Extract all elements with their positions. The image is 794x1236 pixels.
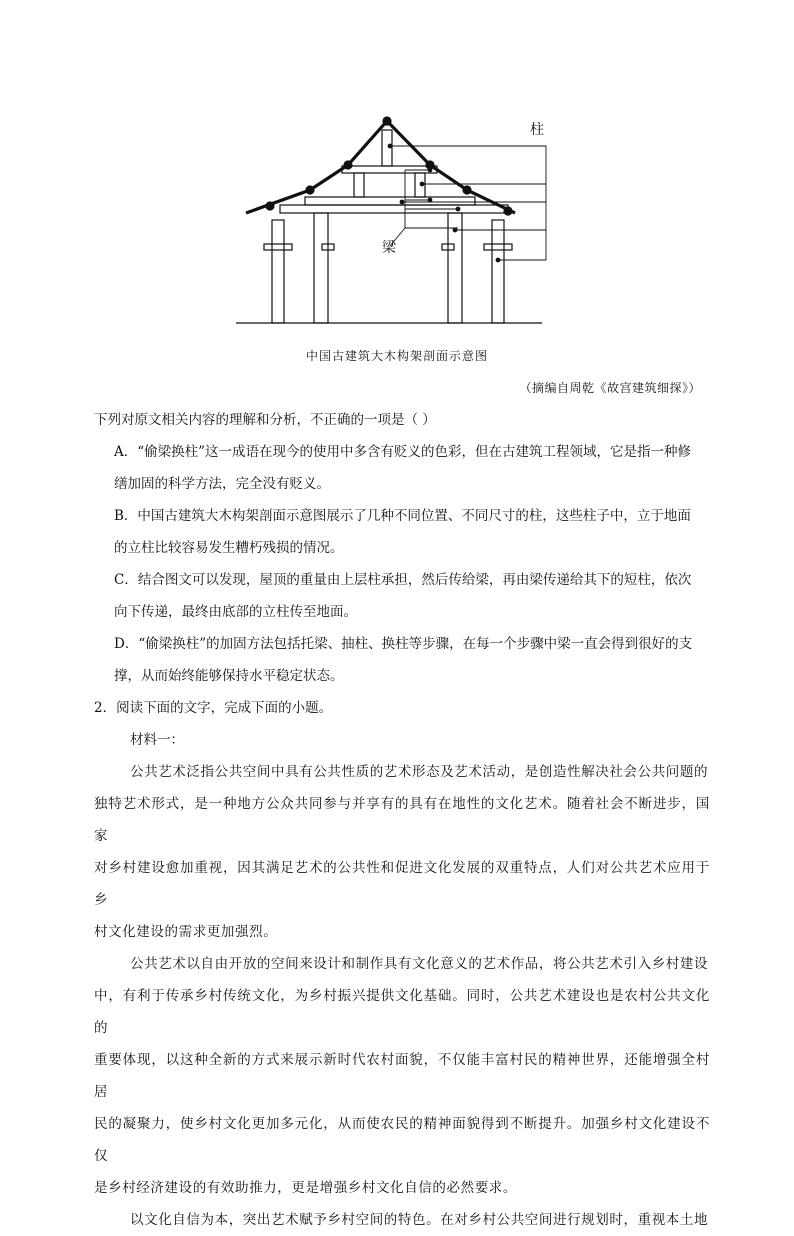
leader-dot [496, 258, 500, 262]
option-d [94, 628, 710, 692]
paragraph-line: 是乡村经济建设的有效助推力，更是增强乡村文化自信的必然要求。 [94, 1180, 517, 1196]
paragraph-line: 公共艺术泛指公共空间中具有公共性质的艺术形态及艺术活动，是创造性解决社会公共问题的 [130, 764, 709, 780]
lower-beam [280, 205, 508, 213]
paragraph [94, 1204, 710, 1236]
option-a [94, 436, 710, 500]
roof-joint [306, 186, 314, 194]
paragraph-line: 公共艺术以自由开放的空间来设计和制作具有文化意义的艺术作品，将公共艺术引入乡村建设 [130, 956, 709, 972]
roof-joint [383, 117, 391, 125]
leader-dot [453, 228, 457, 232]
label-beam: 梁 [382, 240, 396, 256]
timber-frame-diagram [230, 108, 560, 332]
paragraph-line: 对乡村建设愈加重视，因其满足艺术的公共性和促进文化发展的双重特点，人们对公共艺术应用于乡 [94, 860, 710, 908]
roof-joint [463, 186, 471, 194]
leader-dot [428, 198, 432, 202]
paragraph-line: 独特艺术形式，是一种地方公众共同参与并享有的具有在地性的文化艺术。随着社会不断进步，国家 [94, 796, 710, 844]
paragraph-line: 重要体现，以这种全新的方式来展示新时代农村面貌，不仅能丰富村民的精神世界，还能增强全村居 [94, 1052, 710, 1100]
material-title: 材料一： [130, 732, 184, 748]
paragraph-line: 村文化建设的需求更加强烈。 [94, 924, 278, 940]
option-c [94, 564, 710, 628]
outer-column [492, 220, 504, 323]
tie-beam [264, 244, 292, 250]
question2-stem: 2．阅读下面的文字，完成下面的小题。 [94, 700, 333, 716]
roof-joint [266, 202, 274, 210]
label-column: 柱 [530, 122, 544, 138]
leader-dot [428, 168, 432, 172]
short-post [354, 173, 364, 197]
option-line: 缮加固的科学方法，完全没有贬义。 [114, 476, 330, 492]
option-b [94, 500, 710, 564]
option-line: C．结合图文可以发现，屋顶的重量由上层柱承担，然后传给梁，再由梁传递给其下的短柱，依次 [114, 572, 692, 588]
option-line: A．“偷梁换柱”这一成语在现今的使用中多含有贬义的色彩，但在古建筑工程领域，它是指一种修 [114, 444, 692, 460]
tie-beam [484, 244, 512, 250]
source-citation: （摘编自周乾《故宫建筑细探》） [519, 381, 701, 395]
option-line: 的立柱比较容易发生糟朽残损的情况。 [114, 540, 344, 556]
question-text [94, 404, 710, 1236]
option-line: D．“偷梁换柱”的加固方法包括托梁、抽柱、换柱等步骤，在每一个步骤中梁一直会得到很好的支 [114, 636, 693, 652]
main-column [314, 213, 328, 323]
paragraph-line: 以文化自信为本，突出艺术赋予乡村空间的特色。在对乡村公共空间进行规划时，重视本土地 [130, 1212, 709, 1228]
option-line: 撑，从而始终能够保持水平稳定状态。 [114, 668, 344, 684]
option-line: 向下传递，最终由底部的立柱传至地面。 [114, 604, 357, 620]
outer-column [272, 220, 284, 323]
paragraph [94, 756, 710, 948]
leader-dot [456, 207, 460, 211]
question1-stem: 下列对原文相关内容的理解和分析，不正确的一项是（ ） [94, 412, 436, 428]
leader-dot [400, 200, 404, 204]
middle-beam [305, 197, 475, 205]
option-line: B．中国古建筑大木构架剖面示意图展示了几种不同位置、不同尺寸的柱，这些柱子中，立于地面 [114, 508, 691, 524]
diagram-caption: 中国古建筑大木构架剖面示意图 [305, 349, 488, 363]
paragraph-line: 民的凝聚力，使乡村文化更加多元化，从而使农民的精神面貌得到不断提升。加强乡村文化建设不仅 [94, 1116, 710, 1164]
leader-line [390, 146, 546, 260]
leader-dot [388, 144, 392, 148]
paragraph [94, 948, 710, 1204]
roof-joint [344, 161, 352, 169]
paragraph-line: 中，有利于传承乡村传统文化，为乡村振兴提供文化基础。同时，公共艺术建设也是农村公共文化的 [94, 988, 710, 1036]
upper-beam [342, 166, 437, 173]
leader-dot [420, 182, 424, 186]
